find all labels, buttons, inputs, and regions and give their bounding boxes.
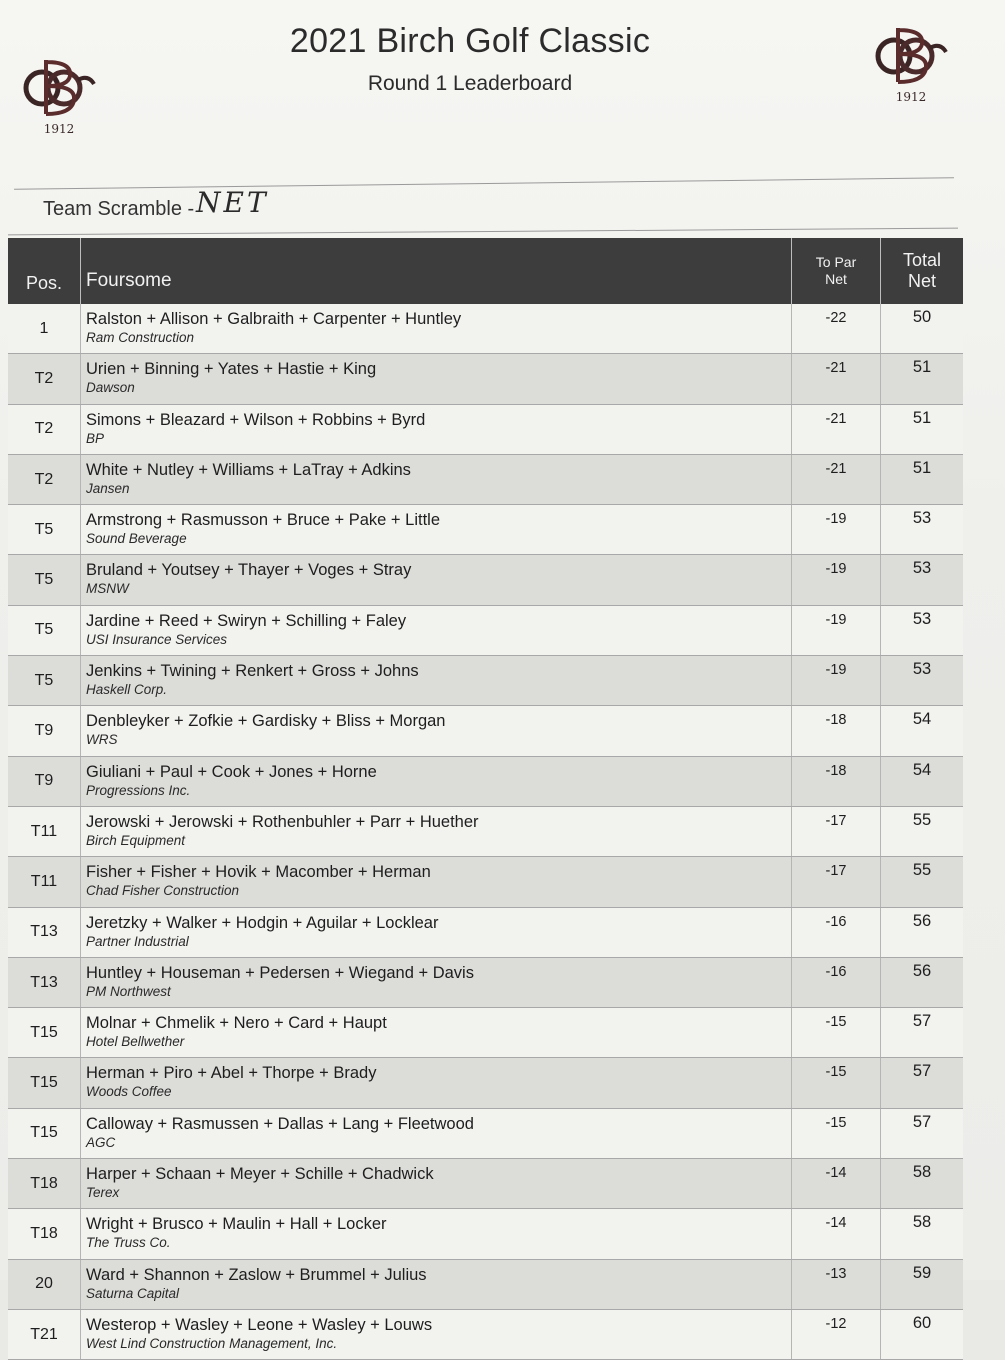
table-row — [8, 1259, 963, 1309]
foursome-cell — [81, 304, 792, 354]
page-title: 2021 Birch Golf Classic — [289, 22, 651, 60]
to-par-cell: -17 — [792, 806, 881, 856]
to-par-cell: -14 — [792, 1159, 881, 1209]
foursome-cell — [81, 1259, 792, 1309]
foursome-cell — [81, 454, 792, 504]
total-net-cell: 53 — [881, 605, 964, 655]
foursome-cell — [81, 656, 792, 706]
team-names: Bruland + Youtsey + Thayer + Voges + Stray — [86, 561, 412, 580]
team-sponsor: WRS — [86, 732, 118, 748]
total-net-cell: 51 — [881, 354, 964, 404]
foursome-cell — [81, 1058, 792, 1108]
position-cell: T13 — [8, 957, 81, 1007]
section-label: Team Scramble - — [43, 198, 195, 220]
team-sponsor: Sound Beverage — [86, 531, 187, 547]
to-par-cell: -19 — [792, 555, 881, 605]
position-cell: T15 — [8, 1108, 81, 1158]
divider — [8, 228, 958, 236]
column-header-to-par — [792, 238, 881, 304]
team-sponsor: Dawson — [86, 380, 135, 396]
total-net-cell: 59 — [881, 1259, 964, 1309]
position-cell: 20 — [8, 1259, 81, 1309]
team-names: Wright + Brusco + Maulin + Hall + Locker — [86, 1215, 387, 1234]
position-cell: T18 — [8, 1159, 81, 1209]
team-names: Giuliani + Paul + Cook + Jones + Horne — [86, 762, 377, 781]
handwritten-annotation: NET — [196, 186, 269, 219]
to-par-cell: -18 — [792, 706, 881, 756]
position-cell: T11 — [8, 806, 81, 856]
team-sponsor: Ram Construction — [86, 330, 195, 345]
to-par-cell: -13 — [792, 1259, 881, 1309]
position-cell: T2 — [8, 354, 81, 404]
table-row — [8, 505, 963, 555]
total-net-cell: 50 — [881, 304, 964, 354]
to-par-cell: -19 — [792, 505, 881, 555]
team-sponsor: MSNW — [86, 581, 129, 597]
to-par-line2: Net — [825, 271, 847, 287]
table-row — [8, 1159, 963, 1209]
to-par-cell: -15 — [792, 1108, 881, 1158]
foursome-cell — [81, 957, 792, 1007]
to-par-cell: -12 — [792, 1309, 881, 1359]
position-cell: T5 — [8, 656, 81, 706]
column-header-foursome: Foursome — [81, 238, 792, 304]
team-sponsor: AGC — [86, 1134, 116, 1150]
total-net-cell: 51 — [881, 454, 964, 504]
table-row — [8, 756, 963, 806]
position-cell: T2 — [8, 454, 81, 504]
team-sponsor: Partner Industrial — [86, 933, 189, 949]
team-names: Denbleyker + Zofkie + Gardisky + Bliss + Morgan — [86, 712, 446, 731]
team-names: Urien + Binning + Yates + Hastie + King — [86, 360, 377, 379]
team-names: Calloway + Rasmussen + Dallas + Lang + Fleetwood — [86, 1114, 474, 1133]
foursome-cell — [81, 1008, 792, 1058]
team-sponsor: Terex — [86, 1185, 120, 1201]
table-header-row — [8, 238, 963, 304]
page-subtitle: Round 1 Leaderboard — [367, 72, 573, 95]
position-cell: T2 — [8, 404, 81, 454]
foursome-cell — [81, 555, 792, 605]
total-net-cell: 54 — [881, 756, 964, 806]
team-sponsor: USI Insurance Services — [86, 631, 228, 647]
team-names: Molnar + Chmelik + Nero + Card + Haupt — [86, 1014, 387, 1033]
to-par-cell: -15 — [792, 1058, 881, 1108]
table-row — [8, 907, 963, 957]
team-sponsor: Hotel Bellwether — [86, 1034, 185, 1050]
logo-year: 1912 — [895, 90, 927, 104]
team-names: Fisher + Fisher + Hovik + Macomber + Herman — [86, 863, 431, 882]
team-names: Armstrong + Rasmusson + Bruce + Pake + Little — [86, 511, 441, 530]
to-par-cell: -15 — [792, 1008, 881, 1058]
total-net-cell: 60 — [881, 1309, 964, 1359]
table-row — [8, 806, 963, 856]
foursome-cell — [81, 605, 792, 655]
table-row — [8, 454, 963, 504]
table-row — [8, 605, 963, 655]
foursome-cell — [81, 806, 792, 856]
club-monogram-icon — [866, 20, 956, 90]
team-sponsor: Saturna Capital — [86, 1285, 180, 1301]
total-net-cell: 55 — [881, 806, 964, 856]
position-cell: T5 — [8, 555, 81, 605]
table-row — [8, 857, 963, 907]
team-names: Ward + Shannon + Zaslow + Brummel + Julius — [86, 1265, 427, 1284]
team-names: Jardine + Reed + Swiryn + Schilling + Faley — [86, 611, 407, 630]
foursome-cell — [81, 354, 792, 404]
column-header-total — [881, 238, 964, 304]
position-cell: T9 — [8, 756, 81, 806]
total-net-cell: 54 — [881, 706, 964, 756]
total-net-cell: 53 — [881, 656, 964, 706]
to-par-cell: -19 — [792, 656, 881, 706]
team-names: Simons + Bleazard + Wilson + Robbins + Byrd — [86, 410, 426, 429]
team-sponsor: Progressions Inc. — [86, 782, 191, 798]
to-par-cell: -16 — [792, 907, 881, 957]
total-net-cell: 53 — [881, 555, 964, 605]
foursome-cell — [81, 505, 792, 555]
team-names: Ralston + Allison + Galbraith + Carpenter + Huntley — [86, 310, 462, 328]
club-monogram-icon — [14, 52, 104, 122]
to-par-cell: -21 — [792, 354, 881, 404]
to-par-cell: -21 — [792, 454, 881, 504]
table-row — [8, 1008, 963, 1058]
team-names: Huntley + Houseman + Pedersen + Wiegand + Davis — [86, 963, 474, 982]
total-net-cell: 53 — [881, 505, 964, 555]
team-sponsor: Woods Coffee — [86, 1084, 172, 1100]
position-cell: T11 — [8, 857, 81, 907]
team-sponsor: Birch Equipment — [86, 832, 186, 848]
position-cell: T21 — [8, 1309, 81, 1359]
total-net-cell: 57 — [881, 1058, 964, 1108]
table-row — [8, 1108, 963, 1158]
position-cell: T9 — [8, 706, 81, 756]
team-names: Harper + Schaan + Meyer + Schille + Chadwick — [86, 1165, 434, 1184]
total-net-cell: 56 — [881, 957, 964, 1007]
to-par-cell: -18 — [792, 756, 881, 806]
table-row — [8, 1209, 963, 1259]
position-cell: 1 — [8, 304, 81, 354]
team-sponsor: Jansen — [86, 480, 130, 496]
position-cell: T15 — [8, 1058, 81, 1108]
table-row — [8, 957, 963, 1007]
table-row — [8, 304, 963, 354]
foursome-cell — [81, 857, 792, 907]
foursome-cell — [81, 1108, 792, 1158]
club-logo-left — [14, 52, 104, 142]
position-cell: T5 — [8, 505, 81, 555]
foursome-cell — [81, 756, 792, 806]
table-row — [8, 1058, 963, 1108]
total-net-cell: 58 — [881, 1209, 964, 1259]
table-row — [8, 555, 963, 605]
total-net-cell: 57 — [881, 1108, 964, 1158]
table-row — [8, 706, 963, 756]
foursome-cell — [81, 404, 792, 454]
table-row — [8, 1309, 963, 1359]
total-net-cell: 58 — [881, 1159, 964, 1209]
to-par-cell: -17 — [792, 857, 881, 907]
to-par-cell: -22 — [792, 304, 881, 354]
club-logo-right — [866, 20, 956, 110]
team-sponsor: Haskell Corp. — [86, 682, 168, 698]
total-net-cell: 56 — [881, 907, 964, 957]
to-par-cell: -21 — [792, 404, 881, 454]
total-line1: Total — [902, 250, 942, 270]
to-par-cell: -14 — [792, 1209, 881, 1259]
team-names: Herman + Piro + Abel + Thorpe + Brady — [86, 1064, 377, 1083]
position-cell: T18 — [8, 1209, 81, 1259]
position-cell: T15 — [8, 1008, 81, 1058]
to-par-cell: -19 — [792, 605, 881, 655]
total-net-cell: 57 — [881, 1008, 964, 1058]
position-cell: T5 — [8, 605, 81, 655]
position-cell: T13 — [8, 907, 81, 957]
total-net-cell: 51 — [881, 404, 964, 454]
team-names: Jeretzky + Walker + Hodgin + Aguilar + Locklear — [86, 913, 439, 932]
foursome-cell — [81, 907, 792, 957]
table-row — [8, 354, 963, 404]
team-names: Jenkins + Twining + Renkert + Gross + Johns — [86, 662, 419, 681]
leaderboard-table — [8, 238, 963, 1360]
divider — [14, 177, 954, 189]
team-sponsor: BP — [86, 430, 105, 446]
table-row — [8, 404, 963, 454]
to-par-cell: -16 — [792, 957, 881, 1007]
team-sponsor: West Lind Construction Management, Inc. — [86, 1335, 338, 1351]
total-net-cell: 55 — [881, 857, 964, 907]
foursome-cell — [81, 1209, 792, 1259]
team-sponsor: PM Northwest — [86, 983, 171, 999]
team-names: White + Nutley + Williams + LaTray + Adkins — [86, 460, 411, 479]
table-row — [8, 656, 963, 706]
team-sponsor: The Truss Co. — [86, 1235, 171, 1251]
foursome-cell — [81, 706, 792, 756]
foursome-cell — [81, 1159, 792, 1209]
logo-year: 1912 — [43, 122, 75, 136]
team-names: Jerowski + Jerowski + Rothenbuhler + Parr + Huether — [86, 812, 479, 831]
team-sponsor: Chad Fisher Construction — [86, 883, 240, 899]
column-header-pos: Pos. — [8, 238, 81, 304]
foursome-cell — [81, 1309, 792, 1359]
total-line2: Net — [907, 271, 936, 291]
team-names: Westerop + Wasley + Leone + Wasley + Louws — [86, 1315, 433, 1334]
to-par-line1: To Par — [815, 254, 857, 270]
